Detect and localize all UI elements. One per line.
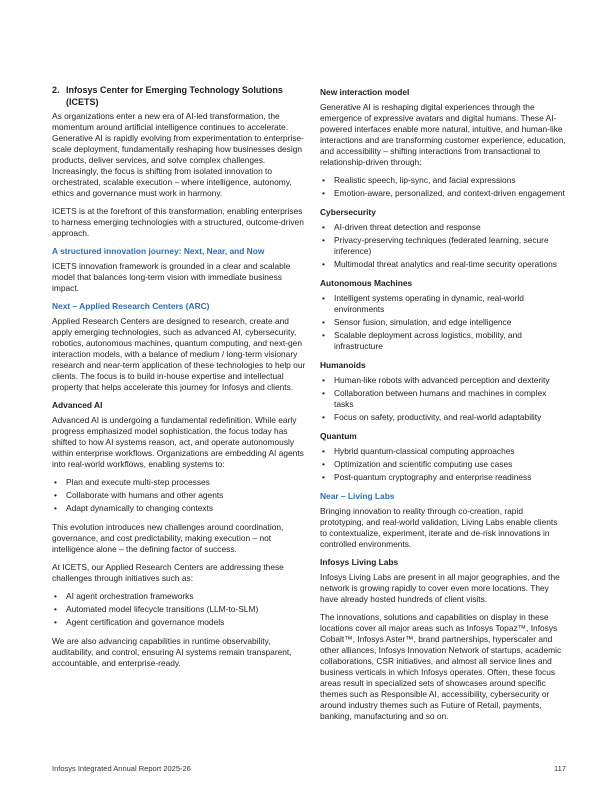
intro-paragraph: As organizations enter a new era of AI-led transformation, the momentum around artificial intelligence continues to accelerate. Generative AI is rapidly evolving from experimentation to enterprise-scale deployment, fundamentally reshaping how businesses design products, deliver services, and solve complex challenges. Increasingly, the focus is shifting from isolated innovation to orchestrated, scalable execution – where intelligence, autonomy, ethics and governance must work in harmony. <box>52 111 304 198</box>
interaction-paragraph: Generative AI is reshaping digital experiences through the emergence of expressive avatars and digital humans. These AI-powered interfaces enable more natural, intuitive, and human-like interactions and are transforming customer experience, education, and accessibility – shifting interactions from transactional to relationship-driven through: <box>320 102 566 167</box>
living-labs-heading: Near – Living Labs <box>320 491 395 501</box>
section-heading <box>52 85 306 108</box>
advanced-ai-paragraph: Advanced AI is undergoing a fundamental redefinition. While early progress emphasized model sophistication, the focus today has shifted to how AI systems reason, act, and operate autonomously within enterprise workflows. Organizations are embedding AI agents into real-world workflows, enabling systems to: <box>52 415 304 469</box>
list-item: • Realistic speech, lip-sync, and facial expressions <box>320 175 566 186</box>
list-item: • AI-driven threat detection and response <box>320 222 566 233</box>
right-column <box>320 85 566 729</box>
arc-heading: Next – Applied Research Centers (ARC) <box>52 301 210 311</box>
list-item: • Adapt dynamically to changing contexts <box>52 503 306 514</box>
autonomous-machines-list <box>320 293 566 352</box>
section-title: Infosys Center for Emerging Technology Solutions (ICETS) <box>66 85 283 107</box>
cybersecurity-list <box>320 222 566 270</box>
living-labs-paragraph: Bringing innovation to reality through co-creation, rapid prototyping, and real-world validation, Living Labs enable clients to contextualize, experiment, iterate and de-risk innovations in controlled environments. <box>320 506 558 549</box>
list-item: • Automated model lifecycle transitions (LLM-to-SLM) <box>52 604 306 615</box>
list-item: • Focus on safety, productivity, and real-world adaptability <box>320 412 566 423</box>
list-item: • Optimization and scientific computing use cases <box>320 459 566 470</box>
list-item: • Multimodal threat analytics and real-time security operations <box>320 259 566 270</box>
humanoids-heading: Humanoids <box>320 360 366 370</box>
list-item: • Agent certification and governance models <box>52 617 306 628</box>
interaction-list <box>320 175 566 199</box>
footer-report-name: Infosys Integrated Annual Report 2025-26 <box>52 764 191 773</box>
quantum-list <box>320 446 566 483</box>
list-item: • Collaboration between humans and machines in complex tasks <box>320 388 566 410</box>
list-item: • Human-like robots with advanced perception and dexterity <box>320 375 566 386</box>
list-item: • Sensor fusion, simulation, and edge intelligence <box>320 317 566 328</box>
journey-heading: A structured innovation journey: Next, Near, and Now <box>52 246 265 256</box>
section-number: 2. <box>52 85 60 95</box>
icets-paragraph: ICETS is at the forefront of this transformation, enabling enterprises to harness emerging technologies with a structured, outcome-driven approach. <box>52 206 304 238</box>
list-item: • Hybrid quantum-classical computing approaches <box>320 446 566 457</box>
list-item: • Emotion-aware, personalized, and context-driven engagement <box>320 188 566 199</box>
list-item: • Plan and execute multi-step processes <box>52 477 306 488</box>
infosys-living-labs-heading: Infosys Living Labs <box>320 557 399 567</box>
arc-paragraph: Applied Research Centers are designed to research, create and apply emerging technologies, such as advanced AI, cybersecurity, robotics, autonomous machines, quantum computing, and next-gen interaction models, with a balance of medium / long-term visionary research and near-term application of these technologies to help our clients. The focus is to build in-house expertise and intellectual property that helps accelerate this journey for Infosys and clients. <box>52 316 306 392</box>
evolution-paragraph: This evolution introduces new challenges around coordination, governance, and cost predictability, making execution – not intelligence alone – the defining factor of success. <box>52 522 284 554</box>
journey-paragraph: ICETS innovation framework is grounded in a clear and scalable model that balances long-term vision with immediate business impact. <box>52 261 291 293</box>
page-number: 117 <box>554 764 566 773</box>
list-item: • Privacy-preserving techniques (federated learning, secure inference) <box>320 235 566 257</box>
cybersecurity-heading: Cybersecurity <box>320 207 376 217</box>
left-column <box>52 85 306 676</box>
infosys-living-labs-paragraph: Infosys Living Labs are present in all major geographies, and the network is growing rapidly to cover even more locations. They have already hosted hundreds of client visits. <box>320 572 560 604</box>
advanced-ai-list <box>52 477 306 514</box>
list-item: • Collaborate with humans and other agents <box>52 490 306 501</box>
interaction-heading: New interaction model <box>320 87 410 97</box>
humanoids-list <box>320 375 566 423</box>
list-item: • AI agent orchestration frameworks <box>52 591 306 602</box>
advanced-ai-heading: Advanced AI <box>52 400 103 410</box>
list-item: • Scalable deployment across logistics, mobility, and infrastructure <box>320 330 566 352</box>
closing-paragraph: We are also advancing capabilities in runtime observability, auditability, and control, ensuring AI systems remain transparent, accountable, and enterprise-ready. <box>52 636 292 668</box>
initiatives-list <box>52 591 306 628</box>
autonomous-machines-heading: Autonomous Machines <box>320 278 413 288</box>
quantum-heading: Quantum <box>320 431 357 441</box>
list-item: • Intelligent systems operating in dynamic, real-world environments <box>320 293 566 315</box>
arc-challenges-paragraph: At ICETS, our Applied Research Centers are addressing these challenges through initiatives such as: <box>52 562 284 583</box>
innovations-paragraph: The innovations, solutions and capabilities on display in these locations cover all major areas such as Infosys Topaz™, Infosys Cobalt™, Infosys Aster™, brand partnerships, hyperscaler and other alliances, Infosys Innovation Network of startups, academic collaborations, CSR initiatives, and almost all service lines and business verticals in which Infosys operates. Often, these focus areas result in specialized sets of showcases around specific themes such as Responsible AI, accessibility, cybersecurity or around industry themes such as Future of Retail, payments, banking, manufacturing and so on. <box>320 612 562 721</box>
list-item: • Post-quantum cryptography and enterprise readiness <box>320 472 566 483</box>
